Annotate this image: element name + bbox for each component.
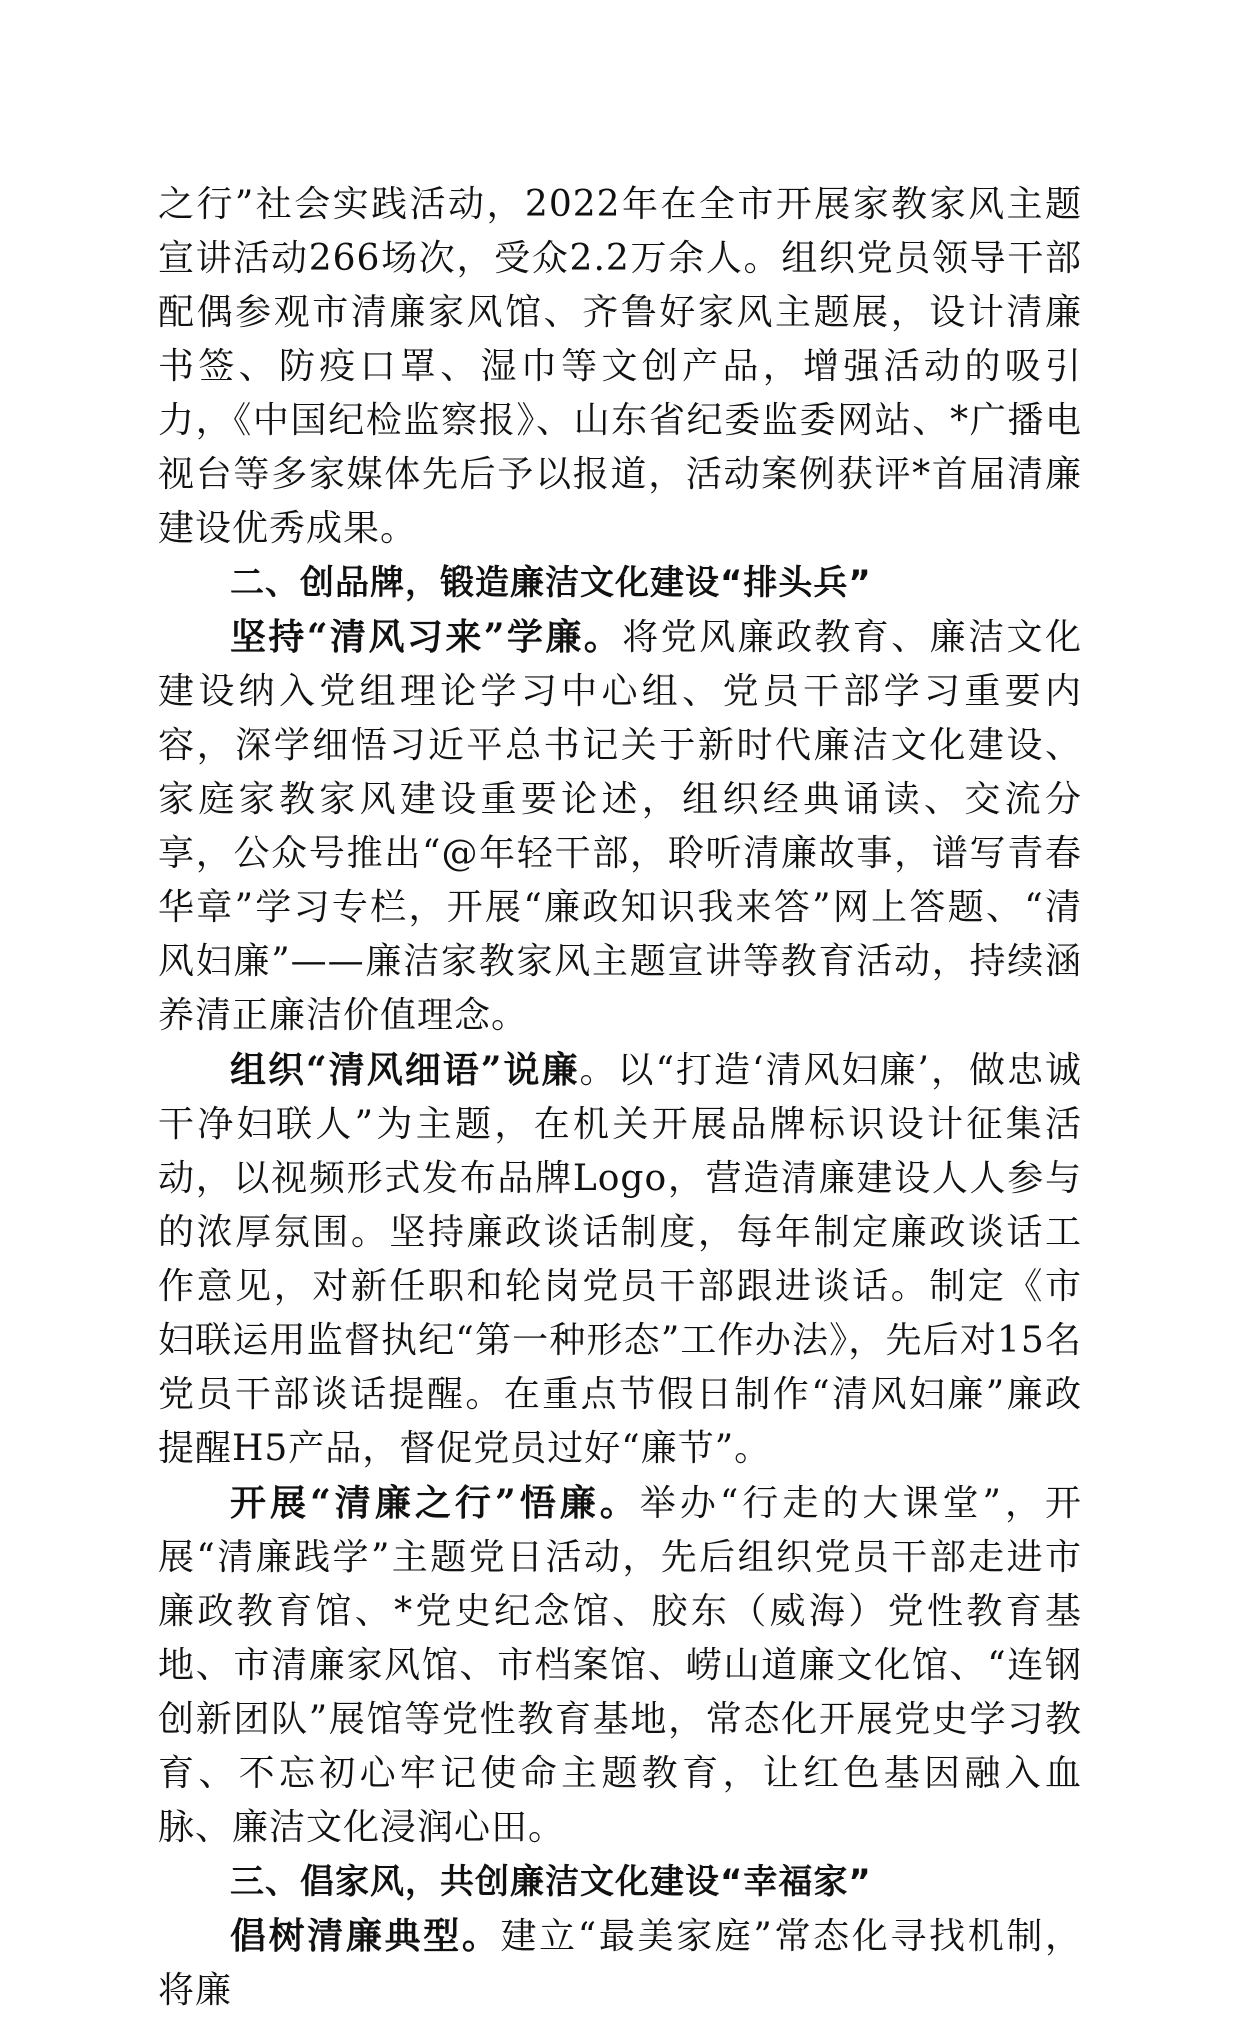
section-heading-2: 二、创品牌，锻造廉洁文化建设“排头兵”: [230, 563, 872, 603]
paragraph-body: 建立“最美家庭”常态化寻找机制，将廉: [158, 1916, 1082, 2011]
paragraph-body: 举办“行走的大课堂”，开展“清廉践学”主题党日活动，先后组织党员干部走进市廉政教育馆、*党史纪念馆、胶东（威海）党性教育基地、市清廉家风馆、市档案馆、崂山道廉文化馆、“连钢创新团队”展馆等党性教育基地，常态化开展党史学习教育、不忘初心牢记使命主题教育，让红色基因融入血脉、廉洁文化浸润心田。: [158, 1483, 1082, 1848]
paragraph-practice-integrity: [158, 1476, 1082, 1855]
section-heading-3: 三、倡家风，共创廉洁文化建设“幸福家”: [230, 1862, 872, 1902]
paragraph-study-integrity: [158, 610, 1082, 1043]
paragraph-continued: 之行”社会实践活动，2022年在全市开展家教家风主题宣讲活动266场次，受众2.2万余人。组织党员领导干部配偶参观市清廉家风馆、齐鲁好家风主题展，设计清廉书签、防疫口罩、湿巾等文创产品，增强活动的吸引力，《中国纪检监察报》、山东省纪委监委网站、*广播电视台等多家媒体先后予以报道，活动案例获评*首届清廉建设优秀成果。: [158, 184, 1082, 549]
paragraph-body: 。以“打造‘清风妇廉’，做忠诚干净妇联人”为主题，在机关开展品牌标识设计征集活动，以视频形式发布品牌Logo，营造清廉建设人人参与的浓厚氛围。坚持廉政谈话制度，每年制定廉政谈话工作意见，对新任职和轮岗党员干部跟进谈话。制定《市妇联运用监督执纪“第一种形态”工作办法》，先后对15名党员干部谈话提醒。在重点节假日制作“清风妇廉”廉政提醒H5产品，督促党员过好“廉节”。: [158, 1050, 1083, 1469]
paragraph-lead: 组织“清风细语”说廉: [230, 1049, 580, 1091]
paragraph-lead: 坚持“清风习来”学廉。: [230, 616, 623, 658]
paragraph-lead: 开展“清廉之行”悟廉。: [230, 1482, 640, 1524]
paragraph-lead: 倡树清廉典型。: [230, 1915, 501, 1957]
document-body: [158, 178, 1082, 2018]
paragraph-speak-integrity: [158, 1043, 1082, 1476]
paragraph-body: 将党风廉政教育、廉洁文化建设纳入党组理论学习中心组、党员干部学习重要内容，深学细悟习近平总书记关于新时代廉洁文化建设、家庭家教家风建设重要论述，组织经典诵读、交流分享，公众号推出“@年轻干部，聆听清廉故事，谱写青春华章”学习专栏，开展“廉政知识我来答”网上答题、“清风妇廉”——廉洁家教家风主题宣讲等教育活动，持续涵养清正廉洁价值理念。: [158, 617, 1082, 1036]
paragraph-integrity-models: [158, 1909, 1082, 2018]
